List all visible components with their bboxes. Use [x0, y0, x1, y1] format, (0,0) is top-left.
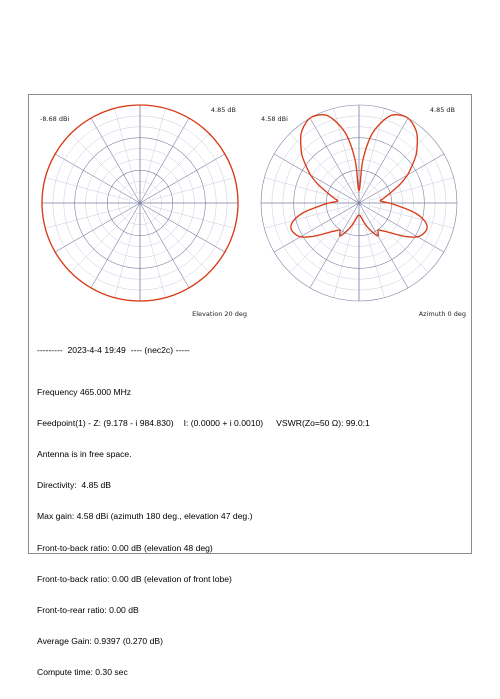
frequency-line: Frequency 465.000 MHz	[37, 386, 132, 397]
feedpoint-vswr: VSWR(Zo=50 Ω): 99.0:1	[276, 417, 370, 428]
compute-time-line: Compute time: 0.30 sec	[37, 667, 128, 678]
scale-label: 4.85 dB	[210, 106, 236, 114]
minor-spoke-line	[367, 134, 428, 195]
scale-label: 4.85 dB	[429, 106, 455, 114]
polar-grid	[261, 105, 457, 301]
elevation-polar-plot	[36, 99, 250, 317]
minor-spoke-line	[290, 134, 351, 195]
front-to-rear-line: Front-to-rear ratio: 0.00 dB	[37, 604, 139, 615]
average-gain-line: Average Gain: 0.9397 (0.270 dB)	[37, 636, 163, 647]
front-to-back-elevation-line: Front-to-back ratio: 0.00 dB (elevation 48 deg)	[37, 542, 213, 553]
minor-spoke-line	[367, 211, 428, 272]
feedpoint-current: I: (0.0000 + i 0.0010)	[183, 417, 264, 428]
max-gain-label: 4.58 dBi	[261, 115, 288, 123]
report-frame	[28, 94, 472, 678]
polar-grid	[42, 105, 238, 301]
minor-spoke-line	[148, 134, 209, 195]
run-header: --------- 2023-4-4 19:49 ---- (nec2c) -----	[37, 344, 190, 355]
environment-line: Antenna is in free space.	[37, 448, 132, 459]
plot-title: Elevation 20 deg	[192, 310, 247, 318]
directivity-line: Directivity: 4.85 dB	[37, 480, 112, 491]
computation-report	[37, 324, 467, 699]
minor-spoke-line	[148, 211, 209, 272]
max-gain-line: Max gain: 4.58 dBi (azimuth 180 deg., elevation 47 deg.)	[37, 511, 253, 522]
plot-title: Azimuth 0 deg	[418, 310, 466, 318]
feedpoint-impedance: Feedpoint(1) - Z: (9.178 - i 984.830)	[37, 417, 174, 428]
front-to-back-front-lobe-line: Front-to-back ratio: 0.00 dB (elevation of front lobe)	[37, 573, 232, 584]
max-gain-label: -8.68 dBi	[40, 115, 70, 123]
minor-spoke-line	[290, 211, 351, 272]
azimuth-polar-plot	[255, 99, 469, 317]
minor-spoke-line	[71, 211, 132, 272]
feedpoint-line	[37, 418, 467, 428]
minor-spoke-line	[71, 134, 132, 195]
